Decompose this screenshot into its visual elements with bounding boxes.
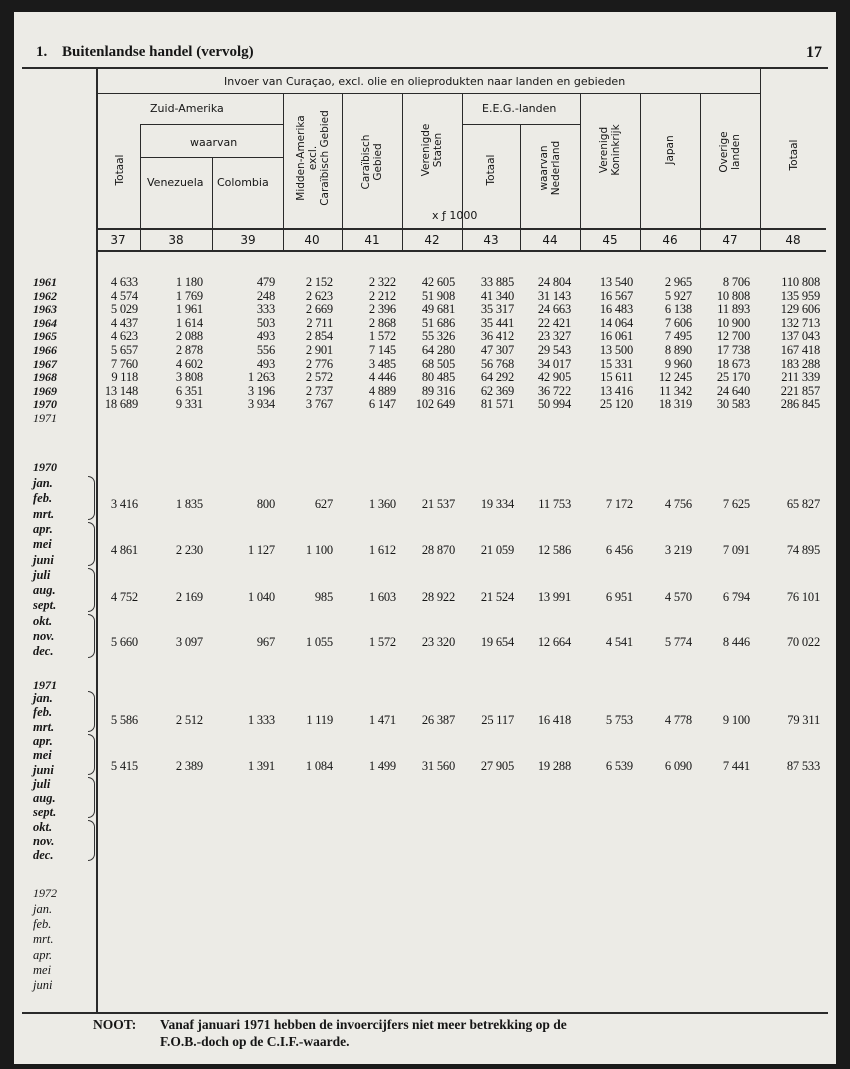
q1970-1-col-37: 3 416 xyxy=(110,497,138,511)
cell-1962-45: 16 567 xyxy=(599,288,633,303)
cell-1966-42: 64 280 xyxy=(421,343,455,357)
cell-1963-46: 6 138 xyxy=(664,302,692,317)
note-line-2: F.O.B.-doch op de C.I.F.-waarde. xyxy=(160,1034,350,1049)
year-label-1961: 1961 xyxy=(33,275,57,289)
q1971-1-col-40: 1 119 xyxy=(306,713,333,727)
q1970-3-col-47: 6 794 xyxy=(722,590,750,604)
q1970-4-col-44: 12 664 xyxy=(537,635,571,649)
header-bottom-rule xyxy=(96,228,826,230)
m1971-month-2: mrt. xyxy=(33,719,55,734)
m1970-month-3: apr. xyxy=(33,521,53,536)
cell-1961-37: 4 633 xyxy=(110,275,138,289)
cell-1968-38: 3 808 xyxy=(175,370,203,385)
q1970-2-col-47: 7 091 xyxy=(722,543,750,557)
cell-1963-37: 5 029 xyxy=(110,302,138,317)
cell-1967-39: 493 xyxy=(256,356,275,371)
q1970-3-col-45: 6 951 xyxy=(605,590,633,604)
q1970-1-col-46: 4 756 xyxy=(664,497,692,511)
m1970-month-6: juli xyxy=(33,567,51,582)
m1972-month-2: mrt. xyxy=(33,932,54,947)
m1971-month-4: mei xyxy=(33,748,52,763)
m1970-month-9: okt. xyxy=(33,613,53,628)
q1970-3-col-42: 28 922 xyxy=(421,590,455,604)
year-label-1963: 1963 xyxy=(33,302,57,317)
q1971-2-col-48: 87 533 xyxy=(786,759,820,773)
section-number: 1. xyxy=(36,44,48,60)
cell-1968-40: 2 572 xyxy=(305,370,333,385)
q1970-3-col-41: 1 603 xyxy=(368,590,396,604)
q1971-1-col-48: 79 311 xyxy=(787,713,820,727)
cell-1968-39: 1 263 xyxy=(247,370,275,385)
q1970-4-col-42: 23 320 xyxy=(421,635,455,649)
cell-1963-42: 49 681 xyxy=(421,302,455,317)
q1970-2-col-40: 1 100 xyxy=(305,543,333,557)
cell-1968-43: 64 292 xyxy=(480,370,514,385)
vline-42-43 xyxy=(462,93,463,250)
year-label-1962: 1962 xyxy=(33,288,57,303)
super-header: Invoer van Curaçao, excl. olie en olieprodukten naar landen en gebieden xyxy=(224,75,626,88)
cell-1963-45: 16 483 xyxy=(599,302,633,317)
cell-1969-46: 11 342 xyxy=(659,383,692,398)
q1971-1-col-37: 5 586 xyxy=(110,713,138,727)
cell-1964-48: 132 713 xyxy=(780,315,820,330)
cell-1967-47: 18 673 xyxy=(716,356,750,371)
m1970-month-11: dec. xyxy=(33,644,54,659)
cell-1970-42: 102 649 xyxy=(415,397,455,412)
cell-1963-47: 11 893 xyxy=(717,302,750,317)
quarter-brace xyxy=(88,777,95,818)
cell-1964-46: 7 606 xyxy=(664,315,692,330)
col-number-43: 43 xyxy=(483,233,499,247)
q1970-3-col-40: 985 xyxy=(314,590,333,604)
col-number-42: 42 xyxy=(424,233,440,247)
cell-1963-44: 24 663 xyxy=(537,302,571,317)
q1970-4-col-43: 19 654 xyxy=(480,635,514,649)
q1970-2-col-43: 21 059 xyxy=(480,543,514,557)
cell-1966-37: 5 657 xyxy=(110,343,138,357)
year-label-1969: 1969 xyxy=(33,383,57,398)
note-line-1: Vanaf januari 1971 hebben de invoercijfers niet meer betrekking op de xyxy=(160,1017,567,1032)
quarter-brace xyxy=(88,614,95,658)
cell-1968-44: 42 905 xyxy=(537,370,571,385)
q1971-1-col-44: 16 418 xyxy=(537,713,571,727)
cell-1969-48: 221 857 xyxy=(780,383,820,398)
m1970-month-0: jan. xyxy=(33,476,53,490)
cell-1966-44: 29 543 xyxy=(537,343,571,357)
year-label-1966: 1966 xyxy=(33,343,57,357)
col-number-39: 39 xyxy=(240,233,256,247)
col-number-37: 37 xyxy=(110,233,126,247)
cell-1962-37: 4 574 xyxy=(110,288,138,303)
cell-1966-48: 167 418 xyxy=(780,343,820,357)
m1970-month-10: nov. xyxy=(33,629,55,643)
vline-40-41 xyxy=(342,93,343,250)
cell-1968-42: 80 485 xyxy=(421,370,455,385)
cell-1964-45: 14 064 xyxy=(599,315,633,330)
col-number-40: 40 xyxy=(304,233,320,247)
cell-1970-48: 286 845 xyxy=(780,397,820,412)
cell-1967-45: 15 331 xyxy=(599,356,633,371)
q1971-2-col-37: 5 415 xyxy=(110,759,138,773)
vline-39-40 xyxy=(283,93,284,250)
cell-1961-39: 479 xyxy=(256,275,275,289)
cell-1969-42: 89 316 xyxy=(421,383,455,398)
quarter-brace xyxy=(88,691,95,732)
col-header-japan: Japan xyxy=(664,135,676,165)
cell-1963-48: 129 606 xyxy=(780,302,820,317)
col-number-45: 45 xyxy=(602,233,618,247)
page-title: Buitenlandse handel (vervolg) xyxy=(62,44,254,60)
col-header-vk: Verenigd Koninkrijk xyxy=(598,124,622,176)
q1971-2-col-39: 1 391 xyxy=(247,759,275,773)
q1971-2-col-41: 1 499 xyxy=(368,759,396,773)
cell-1965-46: 7 495 xyxy=(664,329,692,344)
q1971-1-col-46: 4 778 xyxy=(664,713,692,727)
cell-1970-44: 50 994 xyxy=(537,397,571,412)
q1970-3-col-37: 4 752 xyxy=(110,590,138,604)
m1970-month-2: mrt. xyxy=(33,506,55,521)
vline-44-45 xyxy=(580,93,581,250)
q1970-2-col-48: 74 895 xyxy=(786,543,820,557)
cell-1969-37: 13 148 xyxy=(104,383,138,398)
cell-1962-43: 41 340 xyxy=(480,288,514,303)
m1971-month-6: juli xyxy=(33,776,51,791)
q1970-4-col-39: 967 xyxy=(256,635,275,649)
cell-1961-38: 1 180 xyxy=(175,275,203,289)
cell-1961-45: 13 540 xyxy=(599,275,633,289)
col-header-nederland: waarvan Nederland xyxy=(538,140,562,196)
q1970-4-col-48: 70 022 xyxy=(786,635,820,649)
q1970-2-col-41: 1 612 xyxy=(368,543,396,557)
m1971-month-8: sept. xyxy=(33,805,57,820)
cell-1967-37: 7 760 xyxy=(110,356,138,371)
cell-1965-48: 137 043 xyxy=(780,329,820,344)
cell-1965-37: 4 623 xyxy=(110,329,138,344)
cell-1968-46: 12 245 xyxy=(658,370,692,385)
cell-1963-38: 1 961 xyxy=(175,302,203,317)
cell-1964-39: 503 xyxy=(256,315,275,330)
col-number-38: 38 xyxy=(168,233,184,247)
vline-41-42 xyxy=(402,93,403,250)
quarter-brace xyxy=(88,734,95,775)
cell-1967-44: 34 017 xyxy=(537,356,571,371)
cell-1965-42: 55 326 xyxy=(421,329,455,344)
m1971-month-3: apr. xyxy=(33,733,53,748)
year-label-1964: 1964 xyxy=(33,315,57,330)
q1970-1-col-43: 19 334 xyxy=(480,497,514,511)
q1971-1-col-39: 1 333 xyxy=(247,713,275,727)
q1970-2-col-38: 2 230 xyxy=(175,543,203,557)
q1970-1-col-41: 1 360 xyxy=(368,497,396,511)
m1972-month-4: mei xyxy=(33,962,52,977)
q1970-2-col-44: 12 586 xyxy=(537,543,571,557)
col-header-overige: Overige landen xyxy=(718,131,742,173)
q1970-4-col-41: 1 572 xyxy=(368,635,396,649)
q1971-2-col-45: 6 539 xyxy=(605,759,633,773)
col-number-41: 41 xyxy=(364,233,380,247)
quarter-brace xyxy=(88,476,95,520)
q1970-3-col-39: 1 040 xyxy=(247,590,275,604)
cell-1969-39: 3 196 xyxy=(247,383,275,398)
year-1970-label: 1970 xyxy=(33,460,57,474)
q1970-4-col-45: 4 541 xyxy=(605,635,633,649)
group-zuid-amerika: Zuid-Amerika xyxy=(150,102,224,115)
cell-1964-38: 1 614 xyxy=(175,315,203,330)
q1970-2-col-42: 28 870 xyxy=(421,543,455,557)
q1971-2-col-40: 1 084 xyxy=(305,759,333,773)
q1971-1-col-38: 2 512 xyxy=(175,713,203,727)
cell-1965-45: 16 061 xyxy=(599,329,633,344)
cell-1961-47: 8 706 xyxy=(722,275,750,289)
cell-1967-41: 3 485 xyxy=(368,356,396,371)
q1971-1-col-41: 1 471 xyxy=(368,713,396,727)
q1970-2-col-46: 3 219 xyxy=(664,543,692,557)
q1970-4-col-40: 1 055 xyxy=(305,635,333,649)
cell-1965-44: 23 327 xyxy=(537,329,571,344)
m1971-month-9: okt. xyxy=(33,819,53,834)
cell-1962-48: 135 959 xyxy=(780,288,820,303)
cell-1966-43: 47 307 xyxy=(480,343,514,357)
cell-1969-38: 6 351 xyxy=(175,383,203,398)
q1970-1-col-48: 65 827 xyxy=(786,497,820,511)
cell-1962-41: 2 212 xyxy=(368,288,396,303)
m1972-month-3: apr. xyxy=(33,947,53,962)
cell-1966-46: 8 890 xyxy=(664,343,692,357)
q1970-3-col-46: 4 570 xyxy=(664,590,692,604)
year-1972-label: 1972 xyxy=(33,886,57,900)
cell-1968-37: 9 118 xyxy=(111,370,138,385)
cell-1968-41: 4 446 xyxy=(368,370,396,385)
cell-1970-38: 9 331 xyxy=(175,397,203,412)
cell-1963-40: 2 669 xyxy=(305,302,333,317)
vline-38-39 xyxy=(212,157,213,250)
cell-1961-41: 2 322 xyxy=(368,275,396,289)
m1970-month-7: aug. xyxy=(33,583,56,598)
vline-47-48 xyxy=(760,69,761,250)
q1970-4-col-37: 5 660 xyxy=(110,635,138,649)
cell-1969-47: 24 640 xyxy=(716,383,750,398)
stub-divider xyxy=(96,69,98,1012)
col-header-midden-amerika: Midden-Amerika excl. Caraïbisch Gebied xyxy=(295,110,331,206)
cell-1970-43: 81 571 xyxy=(480,397,514,412)
super-header-rule xyxy=(96,93,760,94)
top-rule xyxy=(22,67,828,69)
m1971-month-0: jan. xyxy=(33,691,53,705)
q1970-4-col-38: 3 097 xyxy=(175,635,203,649)
cell-1965-38: 2 088 xyxy=(175,329,203,344)
quarter-brace xyxy=(88,820,95,861)
cell-1967-42: 68 505 xyxy=(421,356,455,371)
cell-1962-39: 248 xyxy=(256,288,275,303)
cell-1963-41: 2 396 xyxy=(368,302,396,317)
cell-1966-47: 17 738 xyxy=(716,343,750,357)
m1972-month-0: jan. xyxy=(33,902,53,916)
q1971-1-col-42: 26 387 xyxy=(421,713,455,727)
cell-1967-43: 56 768 xyxy=(480,356,514,371)
note-label: NOOT: xyxy=(93,1017,137,1032)
group-eeg: E.E.G.-landen xyxy=(482,102,557,115)
cell-1970-39: 3 934 xyxy=(247,397,275,412)
bottom-rule xyxy=(22,1012,828,1014)
col-header-venezuela: Venezuela xyxy=(147,176,204,189)
q1970-1-col-42: 21 537 xyxy=(421,497,455,511)
cell-1970-40: 3 767 xyxy=(305,397,333,412)
cell-1970-45: 25 120 xyxy=(599,397,633,412)
vline-45-46 xyxy=(640,93,641,250)
cell-1967-40: 2 776 xyxy=(305,356,333,371)
q1971-2-col-43: 27 905 xyxy=(480,759,514,773)
m1971-month-7: aug. xyxy=(33,791,56,806)
vline-43-44 xyxy=(520,124,521,250)
cell-1968-48: 211 339 xyxy=(781,370,820,385)
cell-1966-45: 13 500 xyxy=(599,343,633,357)
col-number-48: 48 xyxy=(785,233,801,247)
cell-1966-39: 556 xyxy=(256,343,275,357)
col-number-44: 44 xyxy=(542,233,558,247)
zuid-amerika-rule xyxy=(140,124,283,125)
q1971-2-col-44: 19 288 xyxy=(537,759,571,773)
cell-1961-42: 42 605 xyxy=(421,275,455,289)
q1970-2-col-45: 6 456 xyxy=(605,543,633,557)
cell-1964-43: 35 441 xyxy=(480,315,514,330)
q1971-2-col-47: 7 441 xyxy=(722,759,750,773)
cell-1964-37: 4 437 xyxy=(110,315,138,330)
q1971-1-col-45: 5 753 xyxy=(605,713,633,727)
m1971-month-10: nov. xyxy=(33,834,55,848)
cell-1965-40: 2 854 xyxy=(305,329,333,344)
m1972-month-5: juni xyxy=(33,978,53,992)
m1971-month-1: feb. xyxy=(33,705,53,720)
cell-1962-42: 51 908 xyxy=(421,288,455,303)
col-number-rule xyxy=(96,250,826,252)
cell-1965-47: 12 700 xyxy=(716,329,750,344)
q1970-3-col-38: 2 169 xyxy=(175,590,203,604)
cell-1970-41: 6 147 xyxy=(368,397,396,412)
q1970-1-col-40: 627 xyxy=(314,497,333,511)
col-header-colombia: Colombia xyxy=(217,176,269,189)
eeg-rule xyxy=(462,124,580,125)
q1970-2-col-39: 1 127 xyxy=(247,543,275,557)
cell-1962-44: 31 143 xyxy=(537,288,571,303)
cell-1964-47: 10 900 xyxy=(716,315,750,330)
cell-1969-43: 62 369 xyxy=(480,383,514,398)
col-number-46: 46 xyxy=(662,233,678,247)
m1970-month-5: juni xyxy=(33,552,54,567)
cell-1962-38: 1 769 xyxy=(175,288,203,303)
page-number: 17 xyxy=(806,44,822,61)
cell-1970-37: 18 689 xyxy=(104,397,138,412)
col-header-vs: Verenigde Staten xyxy=(420,123,444,177)
unit-label: x ƒ 1000 xyxy=(432,209,478,222)
cell-1966-38: 2 878 xyxy=(175,343,203,357)
cell-1962-46: 5 927 xyxy=(664,288,692,303)
cell-1969-45: 13 416 xyxy=(599,383,633,398)
m1971-month-11: dec. xyxy=(33,848,54,863)
q1970-4-col-46: 5 774 xyxy=(664,635,692,649)
cell-1968-47: 25 170 xyxy=(716,370,750,385)
cell-1966-41: 7 145 xyxy=(368,343,396,357)
year-1971-label: 1971 xyxy=(33,678,57,692)
cell-1964-44: 22 421 xyxy=(537,315,571,330)
col-number-47: 47 xyxy=(722,233,738,247)
q1970-1-col-38: 1 835 xyxy=(175,497,203,511)
q1970-2-col-37: 4 861 xyxy=(110,543,138,557)
cell-1965-41: 1 572 xyxy=(368,329,396,344)
vline-37-38 xyxy=(140,124,141,250)
q1971-2-col-42: 31 560 xyxy=(421,759,455,773)
cell-1967-38: 4 602 xyxy=(175,356,203,371)
cell-1965-39: 493 xyxy=(256,329,275,344)
year-label-1971: 1971 xyxy=(33,411,57,425)
cell-1967-48: 183 288 xyxy=(780,356,820,371)
cell-1967-46: 9 960 xyxy=(664,356,692,371)
q1971-2-col-46: 6 090 xyxy=(664,759,692,773)
cell-1970-46: 18 319 xyxy=(658,397,692,412)
cell-1962-47: 10 808 xyxy=(716,288,750,303)
col-header-caraibisch: Caraïbisch Gebied xyxy=(360,134,384,190)
quarter-brace xyxy=(88,568,95,612)
group-waarvan: waarvan xyxy=(190,136,238,149)
cell-1969-40: 2 737 xyxy=(305,383,333,398)
col-header-totaal: Totaal xyxy=(788,139,800,171)
cell-1963-39: 333 xyxy=(256,302,275,317)
cell-1963-43: 35 317 xyxy=(480,302,514,317)
q1970-3-col-44: 13 991 xyxy=(537,590,571,604)
q1970-3-col-48: 76 101 xyxy=(786,590,820,604)
q1970-1-col-44: 11 753 xyxy=(538,497,571,511)
m1970-month-4: mei xyxy=(33,537,52,552)
q1970-4-col-47: 8 446 xyxy=(722,635,750,649)
m1972-month-1: feb. xyxy=(33,917,52,932)
m1970-month-8: sept. xyxy=(33,598,57,613)
cell-1965-43: 36 412 xyxy=(480,329,514,344)
cell-1969-41: 4 889 xyxy=(368,383,396,398)
cell-1961-40: 2 152 xyxy=(305,275,333,289)
q1971-1-col-43: 25 117 xyxy=(481,713,514,727)
cell-1962-40: 2 623 xyxy=(305,288,333,303)
cell-1969-44: 36 722 xyxy=(537,383,571,398)
cell-1961-43: 33 885 xyxy=(480,275,514,289)
q1970-1-col-45: 7 172 xyxy=(605,497,633,511)
cell-1964-40: 2 711 xyxy=(306,315,333,330)
m1970-month-1: feb. xyxy=(33,491,53,506)
year-label-1967: 1967 xyxy=(33,356,57,371)
year-label-1970: 1970 xyxy=(33,397,57,412)
year-label-1965: 1965 xyxy=(33,329,57,344)
q1970-1-col-47: 7 625 xyxy=(722,497,750,511)
cell-1961-46: 2 965 xyxy=(664,275,692,289)
m1971-month-5: juni xyxy=(33,762,54,777)
vline-46-47 xyxy=(700,93,701,250)
q1970-3-col-43: 21 524 xyxy=(480,590,514,604)
col-header-totaal-za: Totaal xyxy=(114,154,126,186)
cell-1970-47: 30 583 xyxy=(716,397,750,412)
cell-1961-48: 110 808 xyxy=(781,275,820,289)
cell-1968-45: 15 611 xyxy=(600,370,633,385)
quarter-brace xyxy=(88,522,95,566)
q1971-2-col-38: 2 389 xyxy=(175,759,203,773)
cell-1966-40: 2 901 xyxy=(305,343,333,357)
q1970-1-col-39: 800 xyxy=(256,497,275,511)
col-header-totaal-eeg: Totaal xyxy=(485,154,497,186)
cell-1964-41: 2 868 xyxy=(368,315,396,330)
cell-1964-42: 51 686 xyxy=(421,315,455,330)
year-label-1968: 1968 xyxy=(33,370,57,385)
q1971-1-col-47: 9 100 xyxy=(722,713,750,727)
cell-1961-44: 24 804 xyxy=(537,275,571,289)
